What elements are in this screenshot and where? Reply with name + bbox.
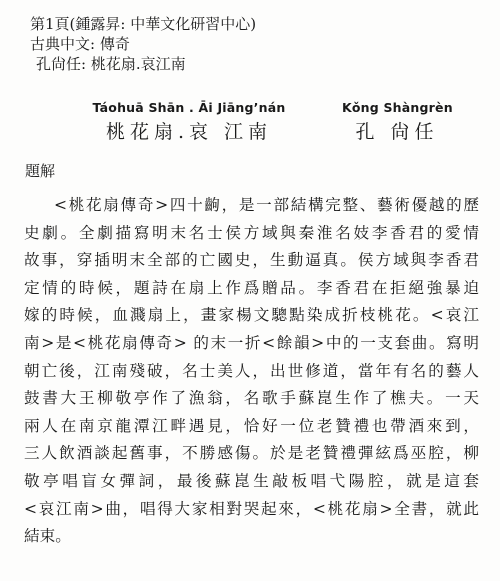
body-line: 史劇。全劇描寫明末名士侯方域與秦淮名妓李香君的愛情 xyxy=(24,223,479,242)
body-line: <桃花扇傳奇>四十齣，是一部結構完整、藝術優越的歷 xyxy=(54,196,479,214)
body-line: 故事，穿插明末全部的亡國史，生動逼真。侯方域與李香君 xyxy=(24,251,479,270)
body-line: 定情的時候，題詩在扇上作爲贈品。李香君在拒絕強暴迫 xyxy=(24,278,479,297)
body-line: 鼓書大王柳敬亭作了漁翁，名歌手蘇崑生作了樵夫。一天 xyxy=(24,389,479,408)
work-title-pinyin: Táohuā Shān . Āi Jiāng’nán xyxy=(92,100,286,115)
body-line: 結束。 xyxy=(24,527,71,546)
header-work-line: 孔尙任: 桃花扇.哀江南 xyxy=(36,55,186,73)
body-line: 朝亡後，江南殘破，名士美人，出世修道，當年有名的藝人 xyxy=(24,361,479,380)
work-title-hanzi: 桃花扇.哀 江南 xyxy=(105,121,273,143)
body-line: 敬亭唱盲女彈詞，最後蘇崑生敲板唱弋陽腔，就是這套 xyxy=(24,471,479,490)
body-line: <哀江南>曲，唱得大家相對哭起來，<桃花扇>全書，就此 xyxy=(24,499,479,518)
body-line: 嫁的時候，血濺扇上，畫家楊文驄點染成折枝桃花。<哀江 xyxy=(24,306,479,325)
header-source-line: 第1頁(鍾露昇: 中華文化研習中心) xyxy=(30,15,257,33)
document-header xyxy=(30,14,256,74)
body-paragraph xyxy=(24,192,479,551)
body-line: 兩人在南京龍潭江畔遇見，恰好一位老贊禮也帶酒來到， xyxy=(24,416,479,435)
author-name-pinyin: Kǒng Shàngrèn xyxy=(342,100,453,115)
author-name-hanzi: 孔 尙任 xyxy=(355,121,439,143)
header-category-line: 古典中文: 傳奇 xyxy=(30,35,130,53)
body-line: 三人飲酒談起舊事，不勝感傷。於是老贊禮彈絃爲巫腔，柳 xyxy=(24,444,479,463)
author-name xyxy=(342,100,452,144)
work-title xyxy=(84,100,294,144)
section-heading: 題解 xyxy=(25,162,56,180)
body-line: 南>是<桃花扇傳奇> 的末一折<餘韻>中的一支套曲。寫明 xyxy=(24,333,479,352)
